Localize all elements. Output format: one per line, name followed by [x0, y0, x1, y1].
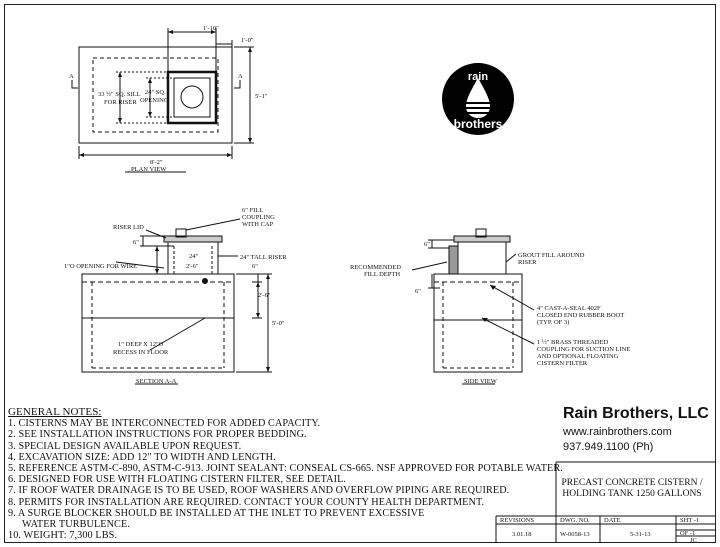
sht-label: SHT -1 — [680, 517, 700, 524]
grout-line1: GROUT FILL AROUND — [518, 252, 585, 259]
section-dim-2-6: 2'-6" — [186, 263, 199, 270]
tall-riser-label: 24" TALL RISER — [240, 254, 287, 261]
side-riser — [458, 240, 506, 274]
recess-line1: 1" DEEP X 12"O — [118, 341, 164, 348]
note-9: 9. A SURGE BLOCKER SHOULD BE INSTALLED AT THE INLET TO PREVENT EXCESSIVE — [8, 507, 425, 519]
fill-line3: WITH CAP — [242, 221, 274, 228]
plan-opening — [174, 78, 210, 117]
riser-lid-label: RISER LID — [113, 224, 144, 231]
side-view-title: SIDE VIEW — [464, 378, 497, 385]
dim-right: 5'-1" — [255, 93, 268, 100]
castaseal-line2: CLOSED END RUBBER BOOT — [537, 312, 625, 319]
drawing-title — [556, 478, 708, 500]
opening-line2: OPENING — [140, 97, 169, 104]
of-label: OF -1 — [680, 530, 696, 537]
section-riser-lid — [164, 236, 222, 242]
brass-line1: 1 ½" BRASS THREADED — [537, 339, 609, 346]
brass-line3: AND OPTIONAL FLOATING — [537, 353, 619, 360]
castaseal-line3: (TYP. OF 3) — [537, 319, 570, 326]
date-label: DATE — [604, 517, 621, 524]
note-3: 3. SPECIAL DESIGN AVAILABLE UPON REQUEST. — [8, 440, 242, 452]
fill-line1: 6" FILL — [242, 207, 264, 214]
dim-bottom: 8'-2" — [150, 159, 163, 166]
section-dim-24: 24" — [189, 253, 199, 260]
dwg-label: DWG. NO. — [560, 517, 590, 524]
note-9-cont: WATER TURBULENCE. — [22, 519, 130, 531]
note-5: 5. REFERENCE ASTM-C-890, ASTM-C-913. JOINT SEALANT: CONSEAL CS-665. NSF APPROVED FOR POTABLE WATER. — [8, 463, 563, 475]
plan-fill-coupling — [181, 86, 203, 108]
rec-fill-line1: RECOMMENDED — [350, 264, 401, 271]
company-info — [563, 405, 709, 453]
revisions-label: REVISIONS — [500, 517, 534, 524]
section-mark-left: A — [69, 73, 74, 80]
fill-line2: COUPLING — [242, 214, 275, 221]
section-mark-right: A — [238, 73, 243, 80]
rec-fill-line2: FILL DEPTH — [364, 271, 401, 278]
grout-fill — [449, 246, 458, 274]
section-dim-6b: 6" — [252, 263, 258, 270]
note-1: 1. CISTERNS MAY BE INTERCONNECTED FOR ADDED CAPACITY. — [8, 418, 321, 430]
date-value: 5-31-13 — [630, 531, 651, 538]
section-dim-6: 6" — [133, 239, 139, 246]
note-6: 6. DESIGNED FOR USE WITH FLOATING CISTERN FILTER, SEE DETAIL. — [8, 474, 347, 486]
section-view-title: SECTION A-A — [136, 378, 177, 385]
section-dim-2-6b: 2'-6" — [258, 292, 271, 299]
recess-line2: RECESS IN FLOOR — [113, 349, 169, 356]
initials-value: JC — [690, 537, 697, 544]
note-4: 4. EXCAVATION SIZE: ADD 12" TO WIDTH AND LENGTH. — [8, 451, 276, 463]
brass-line4: CISTERN FILTER — [537, 360, 588, 367]
section-tank-outline — [82, 274, 234, 372]
dwg-value: W-0058-13 — [560, 531, 590, 538]
company-website: www.rainbrothers.com — [563, 426, 672, 438]
opening-line1: 24" SQ. — [145, 89, 166, 96]
company-name: Rain Brothers, LLC — [563, 405, 709, 422]
note-7: 7. IF ROOF WATER DRAINAGE IS TO BE USED, ROOF WASHERS AND OVERFLOW PIPING ARE REQUIRED. — [8, 485, 510, 497]
section-view — [82, 219, 272, 384]
opening-wire-label: 1"O OPENING FOR WIRE — [64, 263, 138, 270]
note-8: 8. PERMITS FOR INSTALLATION ARE REQUIRED. CONTACT YOUR COUNTY HEALTH DEPARTMENT. — [8, 496, 485, 508]
sill-line1: 33 ½" SQ. SILL — [98, 91, 141, 98]
note-2: 2. SEE INSTALLATION INSTRUCTIONS FOR PROPER BEDDING. — [8, 429, 307, 441]
side-dim-6a: 6" — [424, 241, 430, 248]
sill-line2: FOR RISER — [104, 99, 137, 106]
section-dim-5-0: 5'-0" — [272, 320, 285, 327]
general-notes — [8, 407, 563, 541]
castaseal-line1: 4" CAST-A-SEAL 402F — [537, 305, 601, 312]
side-tank-outline — [434, 274, 522, 372]
rev-value: 3.01.18 — [512, 531, 532, 538]
drawing-title-line2: HOLDING TANK 1250 GALLONS — [562, 489, 702, 499]
side-dim-6b: 6" — [415, 288, 421, 295]
dim-top-a: 1'-10" — [203, 25, 219, 32]
note-10: 10. WEIGHT: 7,300 LBS. — [8, 530, 118, 542]
plan-view-title: PLAN VIEW — [131, 166, 167, 173]
dim-top-b: 1'-0" — [241, 37, 254, 44]
logo-bottom-text: brothers — [453, 117, 503, 131]
grout-line2: RISER — [518, 259, 537, 266]
brass-line2: COUPLING FOR SUCTION LINE — [537, 346, 631, 353]
logo-top-text: rain — [467, 71, 489, 83]
drawing-title-line1: PRECAST CONCRETE CISTERN / — [561, 478, 703, 488]
side-view — [412, 229, 534, 384]
company-phone: 937.949.1100 (Ph) — [563, 441, 654, 453]
notes-header: GENERAL NOTES: — [8, 406, 102, 418]
plan-riser-sill — [168, 72, 216, 123]
